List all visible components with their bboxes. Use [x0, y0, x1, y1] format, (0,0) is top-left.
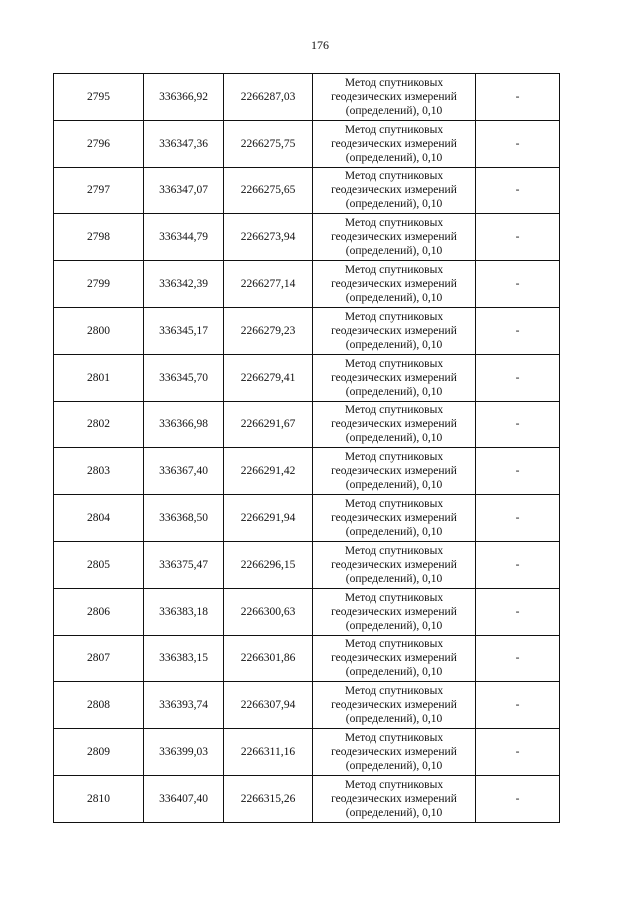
table-row	[54, 167, 560, 214]
coordinate-y-cell: 2266291,67	[224, 401, 313, 448]
coordinate-x-cell: 336407,40	[144, 775, 224, 822]
coordinates-table	[53, 73, 560, 823]
coordinate-y-cell: 2266311,16	[224, 729, 313, 776]
coordinate-x-cell: 336393,74	[144, 682, 224, 729]
coordinate-y-cell: 2266279,23	[224, 307, 313, 354]
coordinate-x-cell: 336344,79	[144, 214, 224, 261]
point-number-cell: 2795	[54, 74, 144, 121]
table-row	[54, 354, 560, 401]
table-row	[54, 588, 560, 635]
method-cell: Метод спутниковых геодезических измерений (определений), 0,10	[313, 635, 476, 682]
method-cell: Метод спутниковых геодезических измерений (определений), 0,10	[313, 120, 476, 167]
point-number-cell: 2806	[54, 588, 144, 635]
description-cell: -	[476, 120, 560, 167]
method-cell: Метод спутниковых геодезических измерений (определений), 0,10	[313, 682, 476, 729]
method-cell: Метод спутниковых геодезических измерений (определений), 0,10	[313, 167, 476, 214]
description-cell: -	[476, 448, 560, 495]
point-number-cell: 2798	[54, 214, 144, 261]
coordinate-x-cell: 336345,70	[144, 354, 224, 401]
point-number-cell: 2804	[54, 495, 144, 542]
coordinate-y-cell: 2266279,41	[224, 354, 313, 401]
coordinate-y-cell: 2266301,86	[224, 635, 313, 682]
method-cell: Метод спутниковых геодезических измерений (определений), 0,10	[313, 354, 476, 401]
point-number-cell: 2808	[54, 682, 144, 729]
table-row	[54, 261, 560, 308]
table-row	[54, 729, 560, 776]
description-cell: -	[476, 167, 560, 214]
coordinate-x-cell: 336366,98	[144, 401, 224, 448]
table-row	[54, 307, 560, 354]
coordinate-y-cell: 2266296,15	[224, 541, 313, 588]
description-cell: -	[476, 74, 560, 121]
coordinate-y-cell: 2266275,65	[224, 167, 313, 214]
coordinate-x-cell: 336383,15	[144, 635, 224, 682]
coordinate-x-cell: 336399,03	[144, 729, 224, 776]
table-row	[54, 541, 560, 588]
coordinate-x-cell: 336366,92	[144, 74, 224, 121]
table-row	[54, 682, 560, 729]
point-number-cell: 2801	[54, 354, 144, 401]
point-number-cell: 2799	[54, 261, 144, 308]
coordinate-y-cell: 2266287,03	[224, 74, 313, 121]
method-cell: Метод спутниковых геодезических измерений (определений), 0,10	[313, 74, 476, 121]
description-cell: -	[476, 307, 560, 354]
coordinate-x-cell: 336345,17	[144, 307, 224, 354]
table-row	[54, 635, 560, 682]
coordinate-y-cell: 2266307,94	[224, 682, 313, 729]
coordinate-y-cell: 2266315,26	[224, 775, 313, 822]
coordinate-y-cell: 2266277,14	[224, 261, 313, 308]
table-row	[54, 448, 560, 495]
coordinate-y-cell: 2266291,42	[224, 448, 313, 495]
method-cell: Метод спутниковых геодезических измерений (определений), 0,10	[313, 401, 476, 448]
method-cell: Метод спутниковых геодезических измерений (определений), 0,10	[313, 214, 476, 261]
coordinate-x-cell: 336375,47	[144, 541, 224, 588]
table-row	[54, 495, 560, 542]
method-cell: Метод спутниковых геодезических измерений (определений), 0,10	[313, 495, 476, 542]
description-cell: -	[476, 354, 560, 401]
point-number-cell: 2802	[54, 401, 144, 448]
coordinate-x-cell: 336368,50	[144, 495, 224, 542]
coordinate-x-cell: 336347,07	[144, 167, 224, 214]
method-cell: Метод спутниковых геодезических измерений (определений), 0,10	[313, 307, 476, 354]
table-body	[54, 74, 560, 823]
point-number-cell: 2796	[54, 120, 144, 167]
description-cell: -	[476, 401, 560, 448]
coordinate-y-cell: 2266275,75	[224, 120, 313, 167]
table-row	[54, 214, 560, 261]
method-cell: Метод спутниковых геодезических измерений (определений), 0,10	[313, 541, 476, 588]
coordinate-y-cell: 2266300,63	[224, 588, 313, 635]
point-number-cell: 2810	[54, 775, 144, 822]
coordinate-x-cell: 336367,40	[144, 448, 224, 495]
table-row	[54, 74, 560, 121]
method-cell: Метод спутниковых геодезических измерений (определений), 0,10	[313, 775, 476, 822]
coordinate-y-cell: 2266291,94	[224, 495, 313, 542]
coordinate-x-cell: 336383,18	[144, 588, 224, 635]
point-number-cell: 2800	[54, 307, 144, 354]
description-cell: -	[476, 214, 560, 261]
page-number: 176	[311, 38, 329, 52]
table-row	[54, 120, 560, 167]
point-number-cell: 2803	[54, 448, 144, 495]
coordinate-x-cell: 336342,39	[144, 261, 224, 308]
description-cell: -	[476, 261, 560, 308]
method-cell: Метод спутниковых геодезических измерений (определений), 0,10	[313, 729, 476, 776]
table-row	[54, 401, 560, 448]
point-number-cell: 2807	[54, 635, 144, 682]
description-cell: -	[476, 729, 560, 776]
point-number-cell: 2809	[54, 729, 144, 776]
method-cell: Метод спутниковых геодезических измерений (определений), 0,10	[313, 261, 476, 308]
description-cell: -	[476, 775, 560, 822]
method-cell: Метод спутниковых геодезических измерений (определений), 0,10	[313, 588, 476, 635]
description-cell: -	[476, 541, 560, 588]
coordinate-y-cell: 2266273,94	[224, 214, 313, 261]
coordinate-x-cell: 336347,36	[144, 120, 224, 167]
description-cell: -	[476, 682, 560, 729]
table-row	[54, 775, 560, 822]
description-cell: -	[476, 635, 560, 682]
description-cell: -	[476, 495, 560, 542]
point-number-cell: 2805	[54, 541, 144, 588]
description-cell: -	[476, 588, 560, 635]
point-number-cell: 2797	[54, 167, 144, 214]
method-cell: Метод спутниковых геодезических измерений (определений), 0,10	[313, 448, 476, 495]
